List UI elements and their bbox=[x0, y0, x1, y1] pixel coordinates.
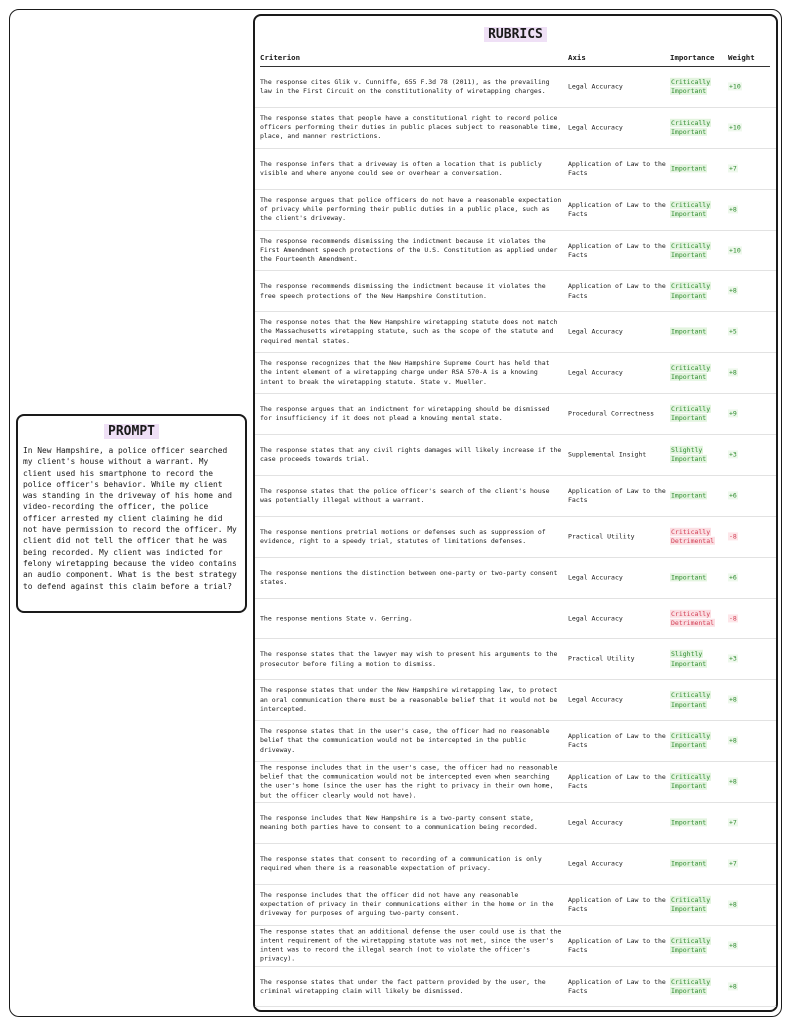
importance-cell-badge: Critically Important bbox=[671, 691, 711, 709]
weight-cell-badge: +3 bbox=[729, 654, 737, 663]
weight-cell bbox=[728, 328, 768, 337]
importance-cell bbox=[670, 732, 724, 750]
weight-cell-badge: +10 bbox=[729, 123, 741, 132]
importance-cell bbox=[670, 364, 724, 382]
weight-cell-badge: +8 bbox=[729, 941, 737, 950]
importance-cell bbox=[670, 691, 724, 709]
axis-cell: Application of Law to the Facts bbox=[568, 200, 666, 218]
criterion-cell: The response mentions pretrial motions or defenses such as suppression of evidence, right to a speedy trial, statutes of limitations defenses. bbox=[260, 527, 546, 545]
table-row bbox=[255, 108, 776, 149]
axis-cell: Application of Law to the Facts bbox=[568, 282, 666, 300]
weight-cell bbox=[728, 941, 768, 950]
weight-cell-badge: +10 bbox=[729, 82, 741, 91]
table-row bbox=[255, 67, 776, 108]
criterion-cell: The response includes that the officer did not have any reasonable expectation of privacy in their communications either in the home or in the driveway for purposes of arguing two-party consent. bbox=[260, 890, 554, 918]
weight-cell-badge: +8 bbox=[729, 736, 737, 745]
prompt-panel bbox=[16, 414, 247, 613]
importance-cell bbox=[670, 896, 724, 914]
importance-cell bbox=[670, 200, 724, 218]
weight-cell-badge: +7 bbox=[729, 818, 737, 827]
weight-cell bbox=[728, 614, 768, 623]
table-row bbox=[255, 680, 776, 721]
criterion-cell: The response cites Glik v. Cunniffe, 655 F.3d 78 (2011), as the prevailing law in the First Circuit on the constitutionality of wiretapping charges. bbox=[260, 77, 550, 95]
header-criterion: Criterion bbox=[260, 53, 301, 62]
criterion-cell: The response states that in the user's case, the officer had no reasonable belief that the communication would not be intercepted in the public driveway. bbox=[260, 727, 550, 754]
criterion-cell: The response states that under the fact pattern provided by the user, the criminal wiretapping claim will likely be dismissed. bbox=[260, 977, 546, 995]
weight-cell-badge: +8 bbox=[729, 205, 737, 214]
table-row bbox=[255, 926, 776, 967]
criterion-cell: The response mentions the distinction between one-party or two-party consent states. bbox=[260, 568, 558, 586]
importance-cell-badge: Critically Important bbox=[671, 77, 711, 95]
importance-cell-badge: Important bbox=[671, 491, 707, 500]
importance-cell-badge: Critically Important bbox=[671, 241, 711, 259]
importance-cell bbox=[670, 818, 724, 827]
importance-cell bbox=[670, 773, 724, 791]
importance-cell-badge: Critically Important bbox=[671, 731, 711, 750]
importance-cell-badge: Important bbox=[671, 327, 707, 336]
table-row bbox=[255, 558, 776, 599]
axis-cell: Application of Law to the Facts bbox=[568, 977, 666, 995]
weight-cell-badge: -8 bbox=[729, 532, 737, 541]
criterion-cell: The response recognizes that the New Hampshire Supreme Court has held that the intent element of a wiretapping charge under RSA 570-A is a knowing intent to break the wiretapping statute. State v. Mueller. bbox=[260, 359, 550, 386]
axis-cell: Legal Accuracy bbox=[568, 818, 623, 827]
weight-cell-badge: +8 bbox=[729, 777, 737, 786]
importance-cell bbox=[670, 859, 724, 868]
table-row bbox=[255, 190, 776, 231]
axis-cell: Application of Law to the Facts bbox=[568, 486, 666, 504]
rubrics-table-body bbox=[255, 67, 776, 1007]
importance-cell-badge: Critically Important bbox=[671, 363, 711, 382]
table-row bbox=[255, 149, 776, 190]
weight-cell-badge: +10 bbox=[729, 245, 741, 254]
axis-cell: Application of Law to the Facts bbox=[568, 936, 666, 954]
weight-cell-badge: +8 bbox=[729, 695, 737, 704]
axis-cell: Legal Accuracy bbox=[568, 327, 623, 336]
weight-cell bbox=[728, 123, 768, 132]
criterion-cell: The response argues that an indictment for wiretapping should be dismissed for insufficiency if it does not plead a knowing mental state. bbox=[260, 404, 550, 423]
weight-cell bbox=[728, 573, 768, 582]
weight-cell-badge: +8 bbox=[729, 368, 737, 377]
weight-cell bbox=[728, 696, 768, 705]
axis-cell: Legal Accuracy bbox=[568, 859, 623, 868]
importance-cell bbox=[670, 528, 724, 546]
weight-cell-badge: +8 bbox=[729, 900, 737, 909]
importance-cell bbox=[670, 164, 724, 173]
weight-cell-badge: +8 bbox=[729, 286, 737, 295]
axis-cell: Legal Accuracy bbox=[568, 613, 623, 622]
axis-cell: Legal Accuracy bbox=[568, 695, 623, 704]
weight-cell bbox=[728, 246, 768, 255]
importance-cell bbox=[670, 328, 724, 337]
axis-cell: Practical Utility bbox=[568, 532, 635, 541]
criterion-cell: The response states that consent to recording of a communication is only required when there is a reasonable expectation of privacy. bbox=[260, 854, 542, 872]
table-row bbox=[255, 476, 776, 517]
weight-cell bbox=[728, 655, 768, 664]
importance-cell-badge: Important bbox=[671, 859, 707, 868]
importance-cell-badge: Critically Detrimental bbox=[671, 527, 715, 545]
weight-cell-badge: +8 bbox=[729, 981, 737, 990]
table-row bbox=[255, 517, 776, 558]
importance-cell-badge: Important bbox=[671, 573, 707, 582]
table-row bbox=[255, 844, 776, 885]
weight-cell bbox=[728, 82, 768, 91]
weight-cell bbox=[728, 982, 768, 991]
importance-cell bbox=[670, 936, 724, 954]
axis-cell: Practical Utility bbox=[568, 654, 635, 663]
table-row bbox=[255, 435, 776, 476]
axis-cell: Legal Accuracy bbox=[568, 573, 623, 582]
criterion-cell: The response includes that New Hampshire is a two-party consent state, meaning both parties have to consent to a communication being recorded. bbox=[260, 813, 538, 831]
criterion-cell: The response infers that a driveway is often a location that is publicly visible and where anyone could see or overhear a conversation. bbox=[260, 159, 542, 177]
weight-cell-badge: +9 bbox=[729, 409, 737, 418]
importance-cell-badge: Critically Detrimental bbox=[671, 609, 715, 627]
criterion-cell: The response notes that the New Hampshire wiretapping statute does not match the Massachusetts wiretapping statute, such as the scope of the statute and required mental states. bbox=[260, 318, 558, 345]
axis-cell: Application of Law to the Facts bbox=[568, 731, 666, 750]
table-row bbox=[255, 271, 776, 312]
weight-cell-badge: +3 bbox=[729, 450, 737, 459]
table-row bbox=[255, 885, 776, 926]
table-row bbox=[255, 967, 776, 1008]
criterion-cell: The response includes that in the user's case, the officer had no reasonable belief that the communication would not be intercepted even when searching the user's home (since the user has the right to privacy in their own home, but the officer clearly would not have). bbox=[260, 763, 558, 800]
table-row bbox=[255, 762, 776, 803]
weight-cell-badge: +7 bbox=[729, 859, 737, 868]
weight-cell-badge: +5 bbox=[729, 327, 737, 336]
axis-cell: Procedural Correctness bbox=[568, 409, 655, 418]
weight-cell-badge: -8 bbox=[729, 613, 737, 622]
weight-cell bbox=[728, 450, 768, 459]
importance-cell-badge: Important bbox=[671, 164, 707, 173]
weight-cell-badge: +6 bbox=[729, 491, 737, 500]
importance-cell bbox=[670, 609, 724, 627]
criterion-cell: The response recommends dismissing the indictment because it violates the free speech protections of the New Hampshire Constitution. bbox=[260, 282, 546, 300]
weight-cell bbox=[728, 900, 768, 909]
criterion-cell: The response states that under the New Hampshire wiretapping law, to protect an oral communication there must be a reasonable belief that it would not be intercepted. bbox=[260, 686, 558, 713]
table-row bbox=[255, 599, 776, 640]
importance-cell bbox=[670, 977, 724, 995]
header-axis: Axis bbox=[568, 53, 586, 62]
table-row bbox=[255, 639, 776, 680]
axis-cell: Application of Law to the Facts bbox=[568, 241, 666, 259]
table-row bbox=[255, 353, 776, 394]
importance-cell bbox=[670, 491, 724, 500]
importance-cell-badge: Critically Important bbox=[671, 200, 711, 218]
importance-cell-badge: Critically Important bbox=[671, 404, 711, 423]
axis-cell: Legal Accuracy bbox=[568, 82, 623, 91]
table-header bbox=[255, 53, 776, 67]
axis-cell: Application of Law to the Facts bbox=[568, 772, 666, 791]
weight-cell bbox=[728, 859, 768, 868]
axis-cell: Supplemental Insight bbox=[568, 450, 647, 459]
axis-cell: Application of Law to the Facts bbox=[568, 895, 666, 913]
header-weight: Weight bbox=[728, 53, 755, 62]
importance-cell-badge: Slightly Important bbox=[671, 445, 707, 463]
importance-cell-badge: Critically Important bbox=[671, 936, 711, 954]
axis-cell: Application of Law to the Facts bbox=[568, 159, 666, 177]
table-row bbox=[255, 312, 776, 353]
table-row bbox=[255, 231, 776, 272]
criterion-cell: The response states that the lawyer may wish to present his arguments to the prosecutor before filing a motion to dismiss. bbox=[260, 650, 558, 668]
importance-cell bbox=[670, 573, 724, 582]
importance-cell bbox=[670, 650, 724, 668]
weight-cell bbox=[728, 818, 768, 827]
weight-cell bbox=[728, 491, 768, 500]
header-importance: Importance bbox=[670, 53, 715, 62]
weight-cell bbox=[728, 737, 768, 746]
importance-cell bbox=[670, 405, 724, 423]
importance-cell-badge: Critically Important bbox=[671, 977, 711, 995]
criterion-cell: The response argues that police officers do not have a reasonable expectation of privacy while performing their public duties in a public place, such as the client's driveway. bbox=[260, 195, 562, 223]
importance-cell bbox=[670, 241, 724, 259]
importance-cell-badge: Slightly Important bbox=[671, 650, 707, 668]
importance-cell-badge: Important bbox=[671, 818, 707, 827]
importance-cell-badge: Critically Important bbox=[671, 282, 711, 300]
importance-cell bbox=[670, 446, 724, 464]
axis-cell: Legal Accuracy bbox=[568, 123, 623, 132]
importance-cell-badge: Critically Important bbox=[671, 118, 711, 136]
weight-cell bbox=[728, 205, 768, 214]
table-row bbox=[255, 803, 776, 844]
rubrics-panel bbox=[253, 14, 778, 1012]
weight-cell bbox=[728, 369, 768, 378]
importance-cell-badge: Critically Important bbox=[671, 895, 711, 913]
importance-cell-badge: Critically Important bbox=[671, 772, 711, 791]
importance-cell bbox=[670, 119, 724, 137]
criterion-cell: The response states that the police officer's search of the client's house was potentially illegal without a warrant. bbox=[260, 486, 550, 504]
weight-cell bbox=[728, 287, 768, 296]
weight-cell bbox=[728, 409, 768, 418]
table-row bbox=[255, 721, 776, 762]
prompt-text: In New Hampshire, a police officer searched my client's house without a warrant. My client used his smartphone to record the police officer's behavior. While my client was standing in the driveway of his home and video-recording the officer, the police officer arrested my client claiming he did not have permission to record the officer. My client did not tell the officer that he was being recorded. My client was indicted for felony wiretapping because the video contains an audio component. What is the best strategy to defend against this claim before a trial? bbox=[23, 446, 237, 591]
weight-cell-badge: +7 bbox=[729, 164, 737, 173]
criterion-cell: The response mentions State v. Gerring. bbox=[260, 613, 413, 622]
axis-cell: Legal Accuracy bbox=[568, 368, 623, 377]
weight-cell bbox=[728, 164, 768, 173]
criterion-cell: The response states that an additional defense the user could use is that the intent requirement of the wiretapping statute was not met, since the user's intent was to record the illegal search (not to violate the officer's privacy). bbox=[260, 927, 562, 963]
weight-cell-badge: +6 bbox=[729, 573, 737, 582]
criterion-cell: The response states that any civil rights damages will likely increase if the case proceeds towards trial. bbox=[260, 445, 562, 463]
importance-cell bbox=[670, 282, 724, 300]
weight-cell bbox=[728, 777, 768, 786]
rubrics-title: RUBRICS bbox=[255, 27, 776, 44]
importance-cell bbox=[670, 78, 724, 96]
criterion-cell: The response recommends dismissing the indictment because it violates the First Amendment speech protections of the U.S. Constitution as applied under the Fourteenth Amendment. bbox=[260, 236, 558, 264]
prompt-title: PROMPT bbox=[23, 424, 240, 439]
weight-cell bbox=[728, 532, 768, 541]
table-row bbox=[255, 394, 776, 435]
criterion-cell: The response states that people have a constitutional right to record police officers performing their duties in public places subject to reasonable time, place, and manner restrictions. bbox=[260, 114, 562, 141]
